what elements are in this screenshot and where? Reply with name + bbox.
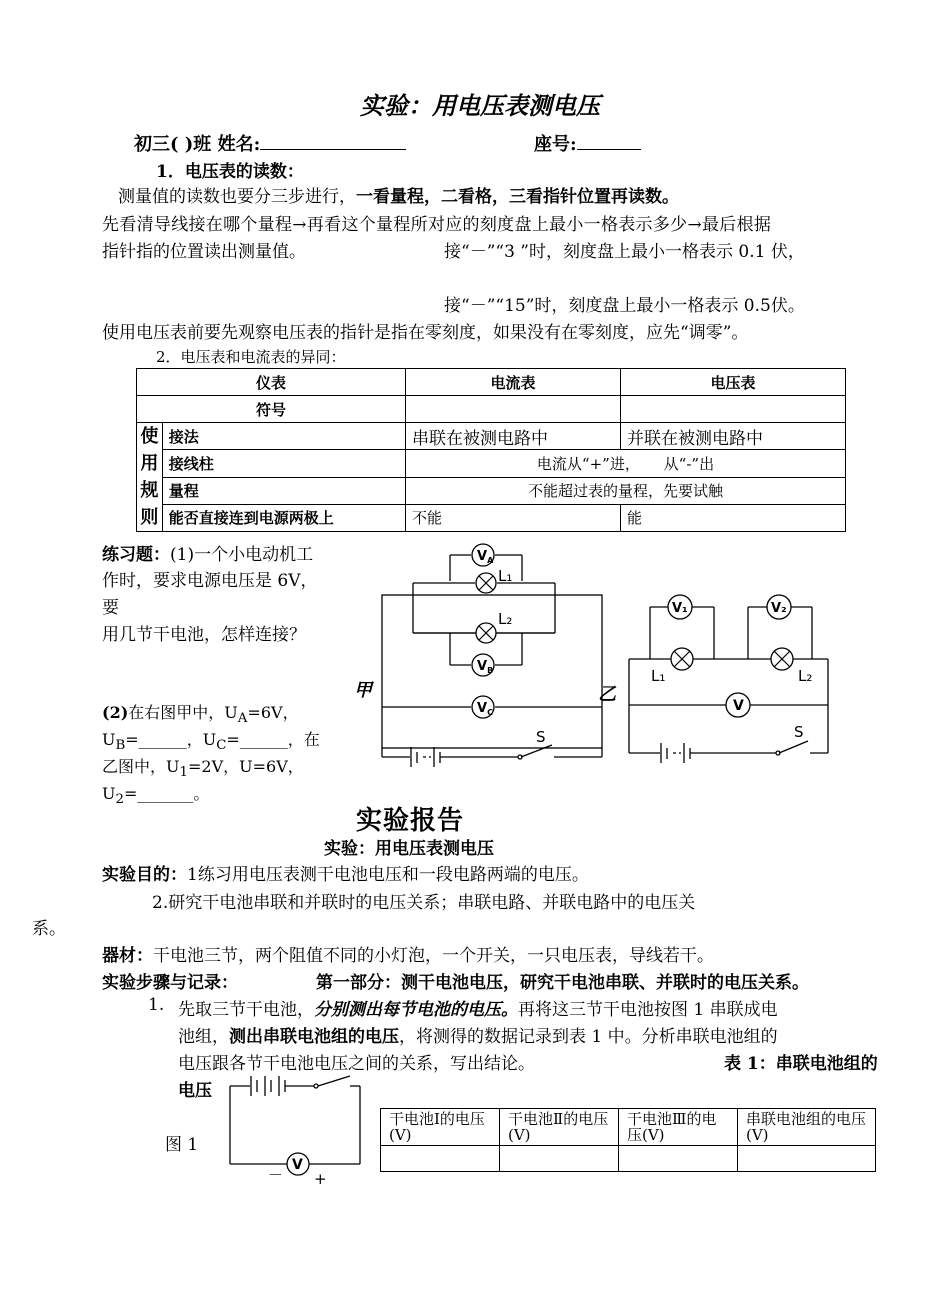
exercise-q2-line2: $U_B=\_\_\_\_\_\_$，$U_C=\_\_\_\_\_\_$，在 bbox=[102, 730, 320, 754]
table-row bbox=[137, 423, 846, 450]
header-voltmeter: 电压表 bbox=[621, 369, 846, 396]
section1-line3a: 指针指的位置读出测量值。 bbox=[102, 242, 306, 262]
jia-l1-label: L₁ bbox=[498, 567, 513, 585]
section1-heading: 1．电压表的读数： bbox=[156, 162, 304, 182]
section1-line2: 先看清导线接在哪个量程→再看这个量程所对应的刻度盘上最小一格表示多少→最后根据 bbox=[102, 215, 772, 235]
va-label: $V_A$ bbox=[477, 549, 494, 565]
table-row bbox=[137, 477, 846, 504]
table1-input-cell[interactable] bbox=[619, 1146, 738, 1172]
figure1-circuit bbox=[220, 1070, 370, 1186]
name-blank[interactable] bbox=[260, 133, 406, 150]
table-row bbox=[381, 1109, 876, 1146]
step1-number: 1. bbox=[148, 995, 165, 1015]
header-ammeter: 电流表 bbox=[406, 369, 621, 396]
symbol-ammeter bbox=[406, 396, 621, 423]
table1-header-cell: 串联电池组的电压(V) bbox=[738, 1109, 876, 1146]
table-row bbox=[137, 396, 846, 423]
yi-l1-label: L₁ bbox=[651, 667, 666, 685]
circuit-diagrams bbox=[340, 535, 860, 775]
table1-header-cell: 干电池Ⅰ的电压(V) bbox=[381, 1109, 500, 1146]
report-equipment: 器材：干电池三节，两个阻值不同的小灯泡，一个开关，一只电压表，导线若干。 bbox=[102, 946, 714, 966]
seat-label: 座号: bbox=[534, 134, 577, 155]
table-row bbox=[137, 369, 846, 396]
table-row bbox=[381, 1146, 876, 1172]
report-purpose2: 2.研究干电池串联和并联时的电压关系；串联电路、并联电路中的电压关 bbox=[152, 893, 696, 913]
section2-heading: 2．电压表和电流表的异同： bbox=[156, 348, 346, 366]
vb-label: $V_B$ bbox=[477, 659, 494, 675]
vc-label: $V_C$ bbox=[477, 701, 493, 717]
table1-caption: 表 1：串联电池组的 bbox=[724, 1054, 878, 1074]
row-range: 量程 bbox=[162, 477, 405, 504]
table1-input-cell[interactable] bbox=[738, 1146, 876, 1172]
yi-l2-label: L₂ bbox=[798, 667, 813, 685]
report-part1: 第一部分：测干电池电压，研究干电池串联、并联时的电压关系。 bbox=[316, 973, 809, 993]
exercise-q1-line3: 要 bbox=[102, 598, 119, 618]
section1-line4: 接“－”“15”时，刻度盘上最小一格表示 0.5伏。 bbox=[444, 296, 805, 316]
report-title: 实验报告 bbox=[356, 806, 465, 836]
page-title: 实验：用电压表测电压 bbox=[360, 92, 600, 120]
exercise-q1-line1: 练习题：(1)一个小电动机工 bbox=[102, 545, 314, 565]
name-label: 姓名: bbox=[217, 134, 261, 155]
student-info bbox=[134, 130, 406, 156]
svg-text:+: + bbox=[314, 1170, 327, 1186]
report-steps-label: 实验步骤与记录： bbox=[102, 973, 238, 993]
jia-switch-label: S bbox=[536, 728, 546, 746]
step1-line2: 池组，测出串联电池组的电压，将测得的数据记录到表 1 中。分析串联电池组的 bbox=[178, 1027, 778, 1047]
yi-label: 乙 bbox=[598, 684, 616, 705]
row-connection: 接法 bbox=[162, 423, 405, 450]
svg-text:－: － bbox=[268, 1166, 284, 1184]
table1-header-cell: 干电池Ⅱ的电压(V) bbox=[500, 1109, 619, 1146]
seat-blank[interactable] bbox=[577, 133, 641, 150]
report-purpose1: 实验目的：1练习用电压表测干电池电压和一段电路两端的电压。 bbox=[102, 865, 589, 885]
table1 bbox=[380, 1108, 876, 1172]
v1-label: V₁ bbox=[672, 601, 688, 616]
direct-ammeter: 不能 bbox=[406, 504, 621, 531]
row-terminals: 接线柱 bbox=[162, 450, 405, 477]
report-purpose2-cont: 系。 bbox=[32, 919, 66, 939]
table-row bbox=[137, 450, 846, 477]
table-row bbox=[137, 504, 846, 531]
jia-l2-label: L₂ bbox=[498, 610, 513, 628]
symbol-voltmeter bbox=[621, 396, 846, 423]
svg-text:V: V bbox=[292, 1157, 303, 1173]
table1-input-cell[interactable] bbox=[500, 1146, 619, 1172]
exercise-q2-line3: 乙图中，$U_1=2V$，U=6V， bbox=[102, 757, 304, 781]
seat-info bbox=[534, 130, 641, 156]
connection-voltmeter: 并联在被测电路中 bbox=[621, 423, 846, 450]
jia-label: 甲 bbox=[354, 680, 372, 701]
exercise-q1-line4: 用几节干电池，怎样连接？ bbox=[102, 625, 306, 645]
exercise-q2-line4: $U_2=\_\_\_\_\_\_\_$。 bbox=[102, 784, 210, 808]
row-direct: 能否直接连到电源两极上 bbox=[162, 504, 405, 531]
table1-caption-cont: 电压 bbox=[178, 1081, 212, 1101]
class-label: 初三( )班 bbox=[134, 134, 212, 155]
step1-line3: 电压跟各节干电池电压之间的关系，写出结论。 bbox=[178, 1054, 535, 1074]
table1-input-cell[interactable] bbox=[381, 1146, 500, 1172]
exercise-q1-line2: 作时，要求电源电压是 6V， bbox=[102, 571, 318, 591]
comparison-table bbox=[136, 368, 846, 532]
v-label: V bbox=[733, 698, 744, 714]
row-symbol: 符号 bbox=[137, 396, 406, 423]
direct-voltmeter: 能 bbox=[621, 504, 846, 531]
exercise-q2-line1: (2)在右图甲中，$U_A=6V$， bbox=[102, 703, 299, 727]
range-value: 不能超过表的量程，先要试触 bbox=[406, 477, 846, 504]
section1-line5: 使用电压表前要先观察电压表的指针是指在零刻度，如果没有在零刻度，应先“调零”。 bbox=[102, 323, 749, 343]
rules-label: 使 用 规 则 bbox=[137, 423, 163, 532]
header-instrument: 仪表 bbox=[137, 369, 406, 396]
v2-label: V₂ bbox=[771, 601, 787, 616]
section1-line3b: 接“－”“3 ”时，刻度盘上最小一格表示 0.1 伏， bbox=[444, 242, 805, 262]
step1-line1: 先取三节干电池，分别测出每节电池的电压。再将这三节干电池按图 1 串联成电 bbox=[178, 1000, 778, 1020]
section1-line1: 测量值的读数也要分三步进行，一看量程，二看格，三看指针位置再读数。 bbox=[118, 187, 679, 207]
report-subtitle: 实验：用电压表测电压 bbox=[324, 839, 494, 859]
terminals-value: 电流从“+”进， 从“-”出 bbox=[406, 450, 846, 477]
table1-header-cell: 干电池Ⅲ的电压(V) bbox=[619, 1109, 738, 1146]
connection-ammeter: 串联在被测电路中 bbox=[406, 423, 621, 450]
yi-switch-label: S bbox=[794, 723, 804, 741]
figure1-label: 图 1 bbox=[165, 1135, 199, 1155]
